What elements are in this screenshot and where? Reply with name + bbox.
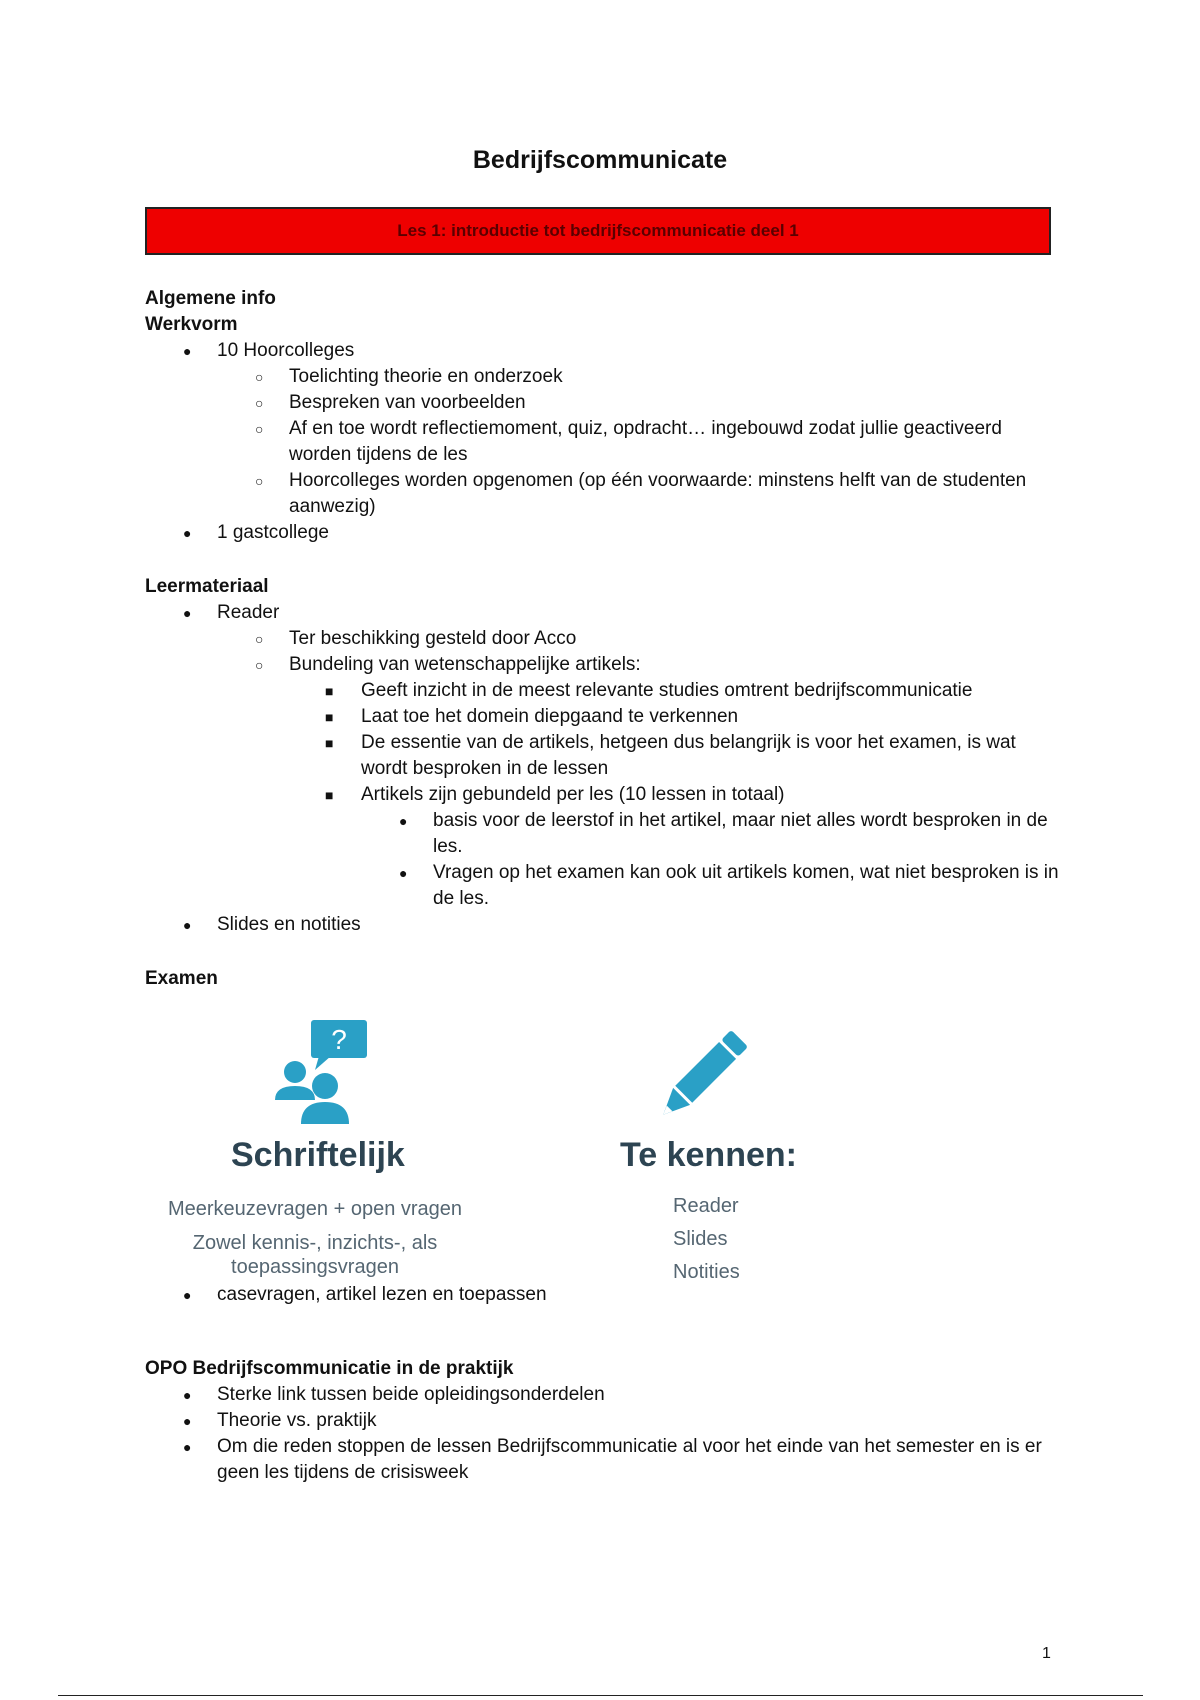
list-item-text: Vragen op het examen kan ook uit artikels komen, wat niet besproken is in de les.: [433, 862, 1059, 909]
list-item: [361, 860, 1060, 912]
list-item: [361, 808, 1060, 860]
pencil-icon: [650, 1026, 750, 1130]
list-item: [289, 782, 1060, 912]
schriftelijk-title: Schriftelijk: [231, 1136, 405, 1174]
list-item-text: Toelichting theorie en onderzoek: [289, 366, 563, 387]
list-item: [145, 1408, 1060, 1434]
circle-bullet-icon: ○: [255, 395, 264, 411]
people-question-icon: [275, 1020, 375, 1124]
section-heading-werkvorm: Werkvorm: [145, 314, 238, 335]
list-item: [217, 652, 1060, 912]
bullet-icon: ●: [183, 525, 192, 541]
list-item: [145, 1434, 1060, 1486]
square-bullet-icon: ■: [325, 787, 334, 803]
list-item: [217, 364, 1060, 390]
sublist: [289, 678, 1060, 912]
bullet-icon: ●: [183, 343, 192, 359]
casevragen-list: [145, 1282, 745, 1308]
section-heading-algemene: Algemene info: [145, 288, 276, 309]
list-item: [289, 730, 1060, 782]
list-item-text: Slides en notities: [217, 914, 361, 935]
square-bullet-icon: ■: [325, 735, 334, 751]
list-item-text: Geeft inzicht in de meest relevante studies omtrent bedrijfscommunicatie: [361, 680, 973, 701]
te-kennen-item: Reader: [673, 1195, 739, 1217]
list-item-text: basis voor de leerstof in het artikel, maar niet alles wordt besproken in de les.: [433, 810, 1048, 857]
list-item: [289, 704, 1060, 730]
list-item-text: Laat toe het domein diepgaand te verkennen: [361, 706, 739, 727]
list-item: [145, 1382, 1060, 1408]
list-item: [145, 338, 1060, 520]
bullet-icon: ●: [183, 917, 192, 933]
bullet-icon: ●: [183, 1413, 192, 1429]
sublist: [217, 626, 1060, 912]
list-item-text: Sterke link tussen beide opleidingsonderdelen: [217, 1384, 605, 1405]
bullet-icon: ●: [399, 865, 408, 881]
schriftelijk-line: Zowel kennis-, inzichts-, als: [192, 1232, 438, 1254]
schriftelijk-line: Meerkeuzevragen + open vragen: [167, 1198, 463, 1220]
svg-text:?: ?: [331, 1024, 347, 1055]
circle-bullet-icon: ○: [255, 657, 264, 673]
footer-divider: [58, 1695, 1143, 1696]
list-item-text: Artikels zijn gebundeld per les (10 lessen in totaal): [361, 784, 785, 805]
list-item-text: 1 gastcollege: [217, 522, 329, 543]
list-item: [217, 468, 1060, 520]
list-item-text: Af en toe wordt reflectiemoment, quiz, opdracht… ingebouwd zodat jullie geactiveerd worden tijdens de les: [289, 418, 1002, 465]
list-item: [145, 520, 1060, 546]
list-item-text: casevragen, artikel lezen en toepassen: [217, 1284, 547, 1305]
werkvorm-list: [145, 338, 1060, 546]
exam-infographic: [145, 1000, 1060, 1320]
section-heading-examen: Examen: [145, 968, 218, 989]
list-item-text: 10 Hoorcolleges: [217, 340, 355, 361]
list-item-text: Om die reden stoppen de lessen Bedrijfscommunicatie al voor het einde van het semester en is er geen les tijdens de crisisweek: [217, 1436, 1042, 1483]
list-item: [217, 416, 1060, 468]
list-item: [145, 1282, 745, 1308]
sublist: [217, 364, 1060, 520]
te-kennen-item: Slides: [673, 1228, 728, 1250]
leermateriaal-list: [145, 600, 1060, 938]
section-heading-leermateriaal: Leermateriaal: [145, 576, 269, 597]
list-item-text: Bespreken van voorbeelden: [289, 392, 526, 413]
list-item: [145, 600, 1060, 912]
lesson-banner: Les 1: introductie tot bedrijfscommunicatie deel 1: [145, 207, 1051, 255]
circle-bullet-icon: ○: [255, 369, 264, 385]
square-bullet-icon: ■: [325, 683, 334, 699]
circle-bullet-icon: ○: [255, 631, 264, 647]
list-item: [217, 626, 1060, 652]
list-item: [217, 390, 1060, 416]
bullet-icon: ●: [399, 813, 408, 829]
bullet-icon: ●: [183, 1387, 192, 1403]
opo-list: [145, 1382, 1060, 1486]
page-number: 1: [1042, 1645, 1051, 1662]
list-item: [289, 678, 1060, 704]
bullet-icon: ●: [183, 1439, 192, 1455]
document-body: [145, 286, 1060, 1486]
bullet-icon: ●: [183, 605, 192, 621]
sublist: [361, 808, 1060, 912]
te-kennen-title: Te kennen:: [620, 1136, 797, 1174]
square-bullet-icon: ■: [325, 709, 334, 725]
te-kennen-item: Notities: [673, 1261, 740, 1283]
list-item-text: Theorie vs. praktijk: [217, 1410, 377, 1431]
list-item-text: Reader: [217, 602, 280, 623]
list-item-text: Bundeling van wetenschappelijke artikels:: [289, 654, 641, 675]
circle-bullet-icon: ○: [255, 473, 264, 489]
schriftelijk-line: toepassingsvragen: [231, 1256, 399, 1278]
bullet-icon: ●: [183, 1287, 192, 1303]
list-item-text: Hoorcolleges worden opgenomen (op één voorwaarde: minstens helft van de studenten aanwezig): [289, 470, 1027, 517]
page-title: Bedrijfscommunicate: [472, 146, 728, 174]
list-item: [145, 912, 1060, 938]
circle-bullet-icon: ○: [255, 421, 264, 437]
list-item-text: De essentie van de artikels, hetgeen dus belangrijk is voor het examen, is wat wordt besproken in de lessen: [361, 732, 1016, 779]
section-heading-opo: OPO Bedrijfscommunicatie in de praktijk: [145, 1358, 514, 1379]
list-item-text: Ter beschikking gesteld door Acco: [289, 628, 577, 649]
